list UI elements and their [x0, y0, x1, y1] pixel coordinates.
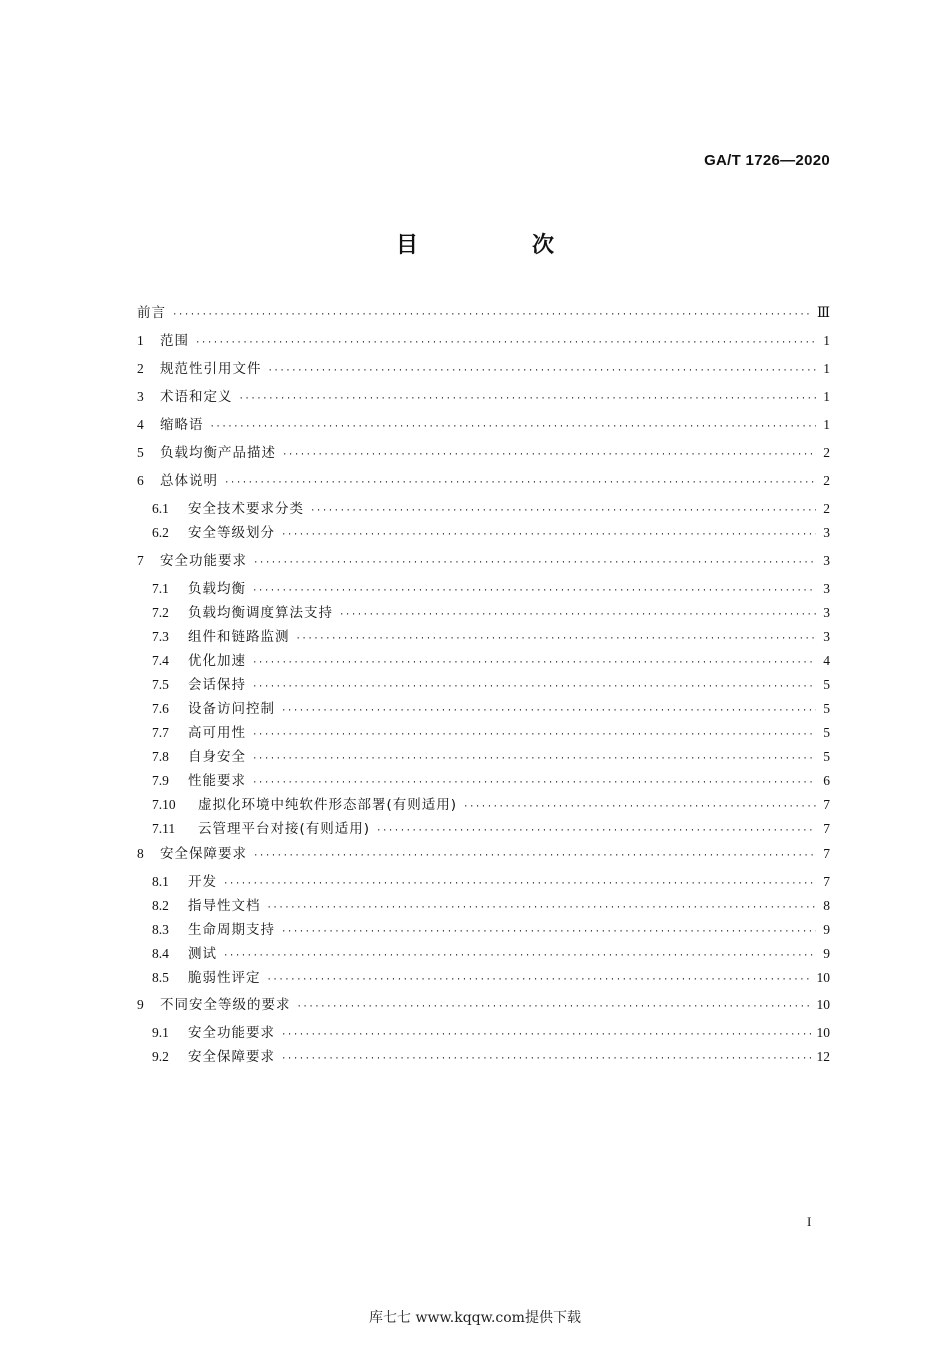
toc-entry[interactable]: [137, 550, 830, 572]
toc-entry-page: 1: [823, 361, 830, 376]
toc-dot-leader: [267, 969, 813, 991]
toc-entry-label: 规范性引用文件: [160, 361, 262, 377]
toc-dot-leader: [224, 472, 816, 494]
toc-entry-label: 会话保持: [188, 677, 246, 693]
toc-dot-leader: [297, 996, 813, 1018]
toc-entry[interactable]: [137, 895, 830, 917]
toc-entry-label: 安全等级划分: [188, 525, 275, 541]
toc-entry[interactable]: [137, 770, 830, 792]
toc-entry-number: 7.4: [152, 653, 169, 668]
toc-dot-leader: [281, 1024, 813, 1046]
toc-entry-page: 4: [823, 653, 830, 668]
toc-dot-leader: [268, 360, 817, 382]
toc-entry-page: Ⅲ: [816, 305, 830, 320]
toc-entry-label: 缩略语: [160, 417, 204, 433]
toc-entry[interactable]: [137, 674, 830, 696]
toc-entry-number: 6.2: [152, 525, 169, 540]
toc-entry[interactable]: [137, 650, 830, 672]
toc-entry[interactable]: [137, 602, 830, 624]
toc-dot-leader: [281, 1048, 813, 1070]
toc-entry-number: 8.1: [152, 874, 169, 889]
toc-entry-page: 5: [823, 725, 830, 740]
toc-entry-number: 3: [137, 389, 144, 404]
toc-entry-page: 5: [823, 749, 830, 764]
toc-entry[interactable]: [137, 698, 830, 720]
page-number: I: [807, 1214, 812, 1229]
toc-dot-leader: [310, 500, 816, 522]
toc-entry-page: 1: [823, 417, 830, 432]
toc-entry-page: 9: [823, 922, 830, 937]
toc-entry-number: 4: [137, 417, 144, 432]
toc-dot-leader: [252, 580, 816, 602]
toc-dot-leader: [267, 897, 817, 919]
toc-dot-leader: [281, 921, 816, 943]
toc-entry-page: 1: [823, 389, 830, 404]
toc-entry[interactable]: [137, 358, 830, 380]
toc-entry-page: 3: [823, 525, 830, 540]
toc-dot-leader: [282, 444, 816, 466]
toc-entry-page: 8: [823, 898, 830, 913]
toc-entry-label: 开发: [188, 874, 217, 890]
toc-entry[interactable]: [137, 818, 830, 840]
toc-entry-number: 7.6: [152, 701, 169, 716]
toc-entry[interactable]: [137, 414, 830, 436]
toc-entry-number: 7.3: [152, 629, 169, 644]
toc-entry-label: 虚拟化环境中纯软件形态部署(有则适用): [198, 797, 458, 813]
toc-entry[interactable]: [137, 722, 830, 744]
toc-dot-leader: [252, 748, 816, 770]
toc-entry-page: 10: [816, 997, 830, 1012]
toc-entry-label: 测试: [188, 946, 217, 962]
toc-entry-number: 7.2: [152, 605, 169, 620]
toc-entry-number: 7.9: [152, 773, 169, 788]
document-code: GA/T 1726—2020: [704, 152, 830, 169]
toc-entry-page: 7: [823, 797, 830, 812]
toc-entry-label: 总体说明: [160, 473, 218, 489]
toc-dot-leader: [252, 724, 816, 746]
toc-entry-number: 8.2: [152, 898, 169, 913]
toc-dot-leader: [253, 552, 816, 574]
toc-entry-page: 9: [823, 946, 830, 961]
toc-entry-label: 范围: [160, 333, 189, 349]
toc-entry[interactable]: [137, 843, 830, 865]
toc-entry-number: 8: [137, 846, 144, 861]
toc-entry-label: 脆弱性评定: [188, 970, 261, 986]
toc-entry-page: 3: [823, 629, 830, 644]
toc-entry-label: 指导性文档: [188, 898, 261, 914]
toc-entry-label: 安全功能要求: [188, 1025, 275, 1041]
toc-dot-leader: [281, 700, 816, 722]
toc-entry-number: 9: [137, 997, 144, 1012]
toc-entry-page: 2: [823, 501, 830, 516]
toc-entry[interactable]: [137, 330, 830, 352]
toc-entry-label: 云管理平台对接(有则适用): [198, 821, 371, 837]
toc-entry-page: 5: [823, 677, 830, 692]
toc-dot-leader: [239, 388, 817, 410]
toc-entry-label: 高可用性: [188, 725, 246, 741]
toc-entry-page: 7: [823, 846, 830, 861]
toc-dot-leader: [252, 652, 816, 674]
toc-entry[interactable]: [137, 746, 830, 768]
toc-entry-page: 3: [823, 581, 830, 596]
toc-entry-label: 负载均衡产品描述: [160, 445, 276, 461]
toc-entry-number: 8.5: [152, 970, 169, 985]
toc-entry-page: 7: [823, 821, 830, 836]
toc-dot-leader: [223, 945, 816, 967]
toc-entry[interactable]: [137, 470, 830, 492]
toc-entry[interactable]: [137, 919, 830, 941]
toc-entry-number: 7.7: [152, 725, 169, 740]
toc-dot-leader: [252, 676, 816, 698]
toc-entry-number: 1: [137, 333, 144, 348]
toc-dot-leader: [223, 873, 816, 895]
toc-entry-label: 优化加速: [188, 653, 246, 669]
toc-entry-number: 7.11: [152, 821, 176, 836]
toc-entry[interactable]: [137, 871, 830, 893]
toc-dot-leader: [339, 604, 816, 626]
toc-entry-label: 组件和链路监测: [188, 629, 290, 645]
toc-entry-number: 7.1: [152, 581, 169, 596]
toc-dot-leader: [172, 304, 813, 326]
toc-entry-label: 安全技术要求分类: [188, 501, 304, 517]
toc-entry-number: 8.3: [152, 922, 169, 937]
toc-dot-leader: [252, 772, 816, 794]
toc-dot-leader: [281, 524, 816, 546]
toc-entry-label: 生命周期支持: [188, 922, 275, 938]
toc-entry[interactable]: [137, 1022, 830, 1044]
toc-entry-number: 5: [137, 445, 144, 460]
toc-entry[interactable]: [137, 794, 830, 816]
toc-entry-page: 10: [816, 970, 830, 985]
toc-dot-leader: [195, 332, 816, 354]
toc-dot-leader: [296, 628, 817, 650]
toc-entry-label: 自身安全: [188, 749, 246, 765]
toc-dot-leader: [253, 845, 816, 867]
toc-dot-leader: [376, 820, 816, 842]
toc-dot-leader: [210, 416, 817, 438]
toc-entry-page: 3: [823, 553, 830, 568]
toc-entry[interactable]: [137, 522, 830, 544]
download-watermark: 库七七 www.kqqw.com提供下载: [369, 1310, 581, 1326]
toc-entry[interactable]: [137, 302, 830, 324]
toc-entry-number: 7: [137, 553, 144, 568]
toc-entry-label: 安全保障要求: [188, 1049, 275, 1065]
toc-entry-page: 2: [823, 473, 830, 488]
toc-entry-number: 7.5: [152, 677, 169, 692]
toc-entry-number: 6.1: [152, 501, 169, 516]
toc-dot-leader: [463, 796, 816, 818]
toc-entry-number: 9.2: [152, 1049, 169, 1064]
toc-entry-label: 负载均衡: [188, 581, 246, 597]
toc-entry-label: 性能要求: [188, 773, 246, 789]
toc-entry[interactable]: [137, 1046, 830, 1068]
toc-entry-page: 5: [823, 701, 830, 716]
toc-entry-number: 2: [137, 361, 144, 376]
toc-entry[interactable]: [137, 498, 830, 520]
page-title: 目 次: [395, 233, 600, 258]
toc-entry-page: 7: [823, 874, 830, 889]
toc-entry-page: 12: [816, 1049, 830, 1064]
toc-entry[interactable]: [137, 386, 830, 408]
toc-entry-page: 6: [823, 773, 830, 788]
toc-entry-number: 6: [137, 473, 144, 488]
toc-entry-label: 安全保障要求: [160, 846, 247, 862]
toc-entry-label: 设备访问控制: [188, 701, 275, 717]
toc-entry-page: 1: [823, 333, 830, 348]
toc-entry-number: 9.1: [152, 1025, 169, 1040]
toc-entry-page: 2: [823, 445, 830, 460]
toc-entry-page: 10: [816, 1025, 830, 1040]
toc-entry-number: 7.10: [152, 797, 176, 812]
toc-entry[interactable]: [137, 442, 830, 464]
toc-entry-number: 7.8: [152, 749, 169, 764]
toc-entry[interactable]: [137, 626, 830, 648]
toc-entry-label: 负载均衡调度算法支持: [188, 605, 333, 621]
toc-entry-label: 前言: [137, 305, 166, 321]
toc-entry[interactable]: [137, 967, 830, 989]
toc-entry-page: 3: [823, 605, 830, 620]
toc-entry-label: 不同安全等级的要求: [160, 997, 291, 1013]
toc-entry-label: 术语和定义: [160, 389, 233, 405]
toc-entry[interactable]: [137, 994, 830, 1016]
toc-entry[interactable]: [137, 578, 830, 600]
toc-entry[interactable]: [137, 943, 830, 965]
toc-entry-label: 安全功能要求: [160, 553, 247, 569]
toc-entry-number: 8.4: [152, 946, 169, 961]
